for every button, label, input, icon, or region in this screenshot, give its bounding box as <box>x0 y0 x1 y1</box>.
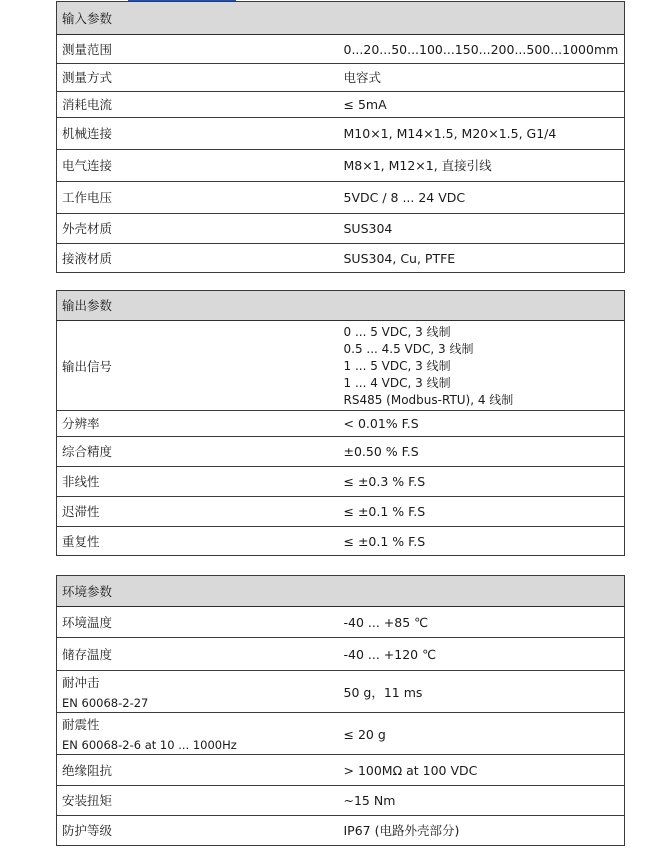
row-value: ≤ ±0.1 % F.S <box>336 527 625 556</box>
signal-option: 1 ... 5 VDC, 3 线制 <box>343 359 451 373</box>
row-label: 测量范围 <box>57 35 336 64</box>
row-label: 输出信号 <box>57 321 336 411</box>
row-label: 耐冲击 <box>62 674 100 690</box>
table-row <box>57 755 625 786</box>
section-title: 输入参数 <box>57 2 625 35</box>
row-value: ±0.50 % F.S <box>336 437 625 467</box>
table-row <box>57 816 625 846</box>
row-label: 分辨率 <box>57 411 336 437</box>
row-value: M8×1, M12×1, 直接引线 <box>336 150 625 182</box>
table-row <box>57 182 625 214</box>
row-label: 防护等级 <box>57 816 336 846</box>
signal-option: 1 ... 4 VDC, 3 线制 <box>343 376 451 390</box>
table-row <box>57 118 625 150</box>
table-row <box>57 92 625 118</box>
section-header <box>57 576 625 607</box>
table-row <box>57 64 625 92</box>
environment-parameters-table <box>56 575 625 846</box>
table-row <box>57 321 625 411</box>
row-label: 测量方式 <box>57 64 336 92</box>
row-value: > 100MΩ at 100 VDC <box>336 755 625 786</box>
table-row <box>57 638 625 671</box>
input-parameters-table <box>56 1 625 273</box>
table-row <box>57 467 625 497</box>
row-label-with-standard <box>57 671 336 713</box>
table-row <box>57 713 625 755</box>
row-value: SUS304 <box>336 214 625 244</box>
row-value: < 0.01% F.S <box>336 411 625 437</box>
table-row <box>57 214 625 244</box>
table-row <box>57 437 625 467</box>
test-standard: EN 60068-2-27 <box>62 695 149 710</box>
test-standard: EN 60068-2-6 at 10 ... 1000Hz <box>62 737 237 752</box>
row-label: 外壳材质 <box>57 214 336 244</box>
row-value: ≤ 5mA <box>336 92 625 118</box>
section-header <box>57 2 625 35</box>
signal-option: 0.5 ... 4.5 VDC, 3 线制 <box>343 342 474 356</box>
row-value: -40 ... +120 ℃ <box>336 638 625 671</box>
row-label: 环境温度 <box>57 607 336 638</box>
section-title: 输出参数 <box>57 291 625 321</box>
table-row <box>57 150 625 182</box>
row-value: ≤ ±0.3 % F.S <box>336 467 625 497</box>
row-value: M10×1, M14×1.5, M20×1.5, G1/4 <box>336 118 625 150</box>
row-value: 5VDC / 8 ... 24 VDC <box>336 182 625 214</box>
row-label: 电气连接 <box>57 150 336 182</box>
row-value: IP67 (电路外壳部分) <box>336 816 625 846</box>
table-row <box>57 607 625 638</box>
row-label: 消耗电流 <box>57 92 336 118</box>
row-label: 非线性 <box>57 467 336 497</box>
row-label: 绝缘阻抗 <box>57 755 336 786</box>
table-row <box>57 786 625 816</box>
table-row <box>57 527 625 556</box>
row-value: ~15 Nm <box>336 786 625 816</box>
row-label: 接液材质 <box>57 244 336 273</box>
row-label: 安装扭矩 <box>57 786 336 816</box>
row-label: 综合精度 <box>57 437 336 467</box>
row-value: 50 g，11 ms <box>336 671 625 713</box>
table-row <box>57 244 625 273</box>
row-value: 0...20...50...100...150...200...500...1000mm <box>336 35 625 64</box>
row-value: 电容式 <box>336 64 625 92</box>
row-label: 耐震性 <box>62 716 100 732</box>
output-parameters-table <box>56 290 625 556</box>
table-row <box>57 671 625 713</box>
row-value: SUS304, Cu, PTFE <box>336 244 625 273</box>
table-row <box>57 497 625 527</box>
row-label: 储存温度 <box>57 638 336 671</box>
row-value: ≤ ±0.1 % F.S <box>336 497 625 527</box>
row-label: 重复性 <box>57 527 336 556</box>
row-label-with-standard <box>57 713 336 755</box>
section-title: 环境参数 <box>57 576 625 607</box>
signal-option: 0 ... 5 VDC, 3 线制 <box>343 325 451 339</box>
section-header <box>57 291 625 321</box>
row-value: ≤ 20 g <box>336 713 625 755</box>
row-label: 工作电压 <box>57 182 336 214</box>
row-label: 机械连接 <box>57 118 336 150</box>
row-label: 迟滞性 <box>57 497 336 527</box>
signal-option: RS485 (Modbus-RTU), 4 线制 <box>343 393 514 407</box>
table-row <box>57 35 625 64</box>
table-row <box>57 411 625 437</box>
row-value: -40 ... +85 ℃ <box>336 607 625 638</box>
output-signal-list <box>336 321 625 411</box>
